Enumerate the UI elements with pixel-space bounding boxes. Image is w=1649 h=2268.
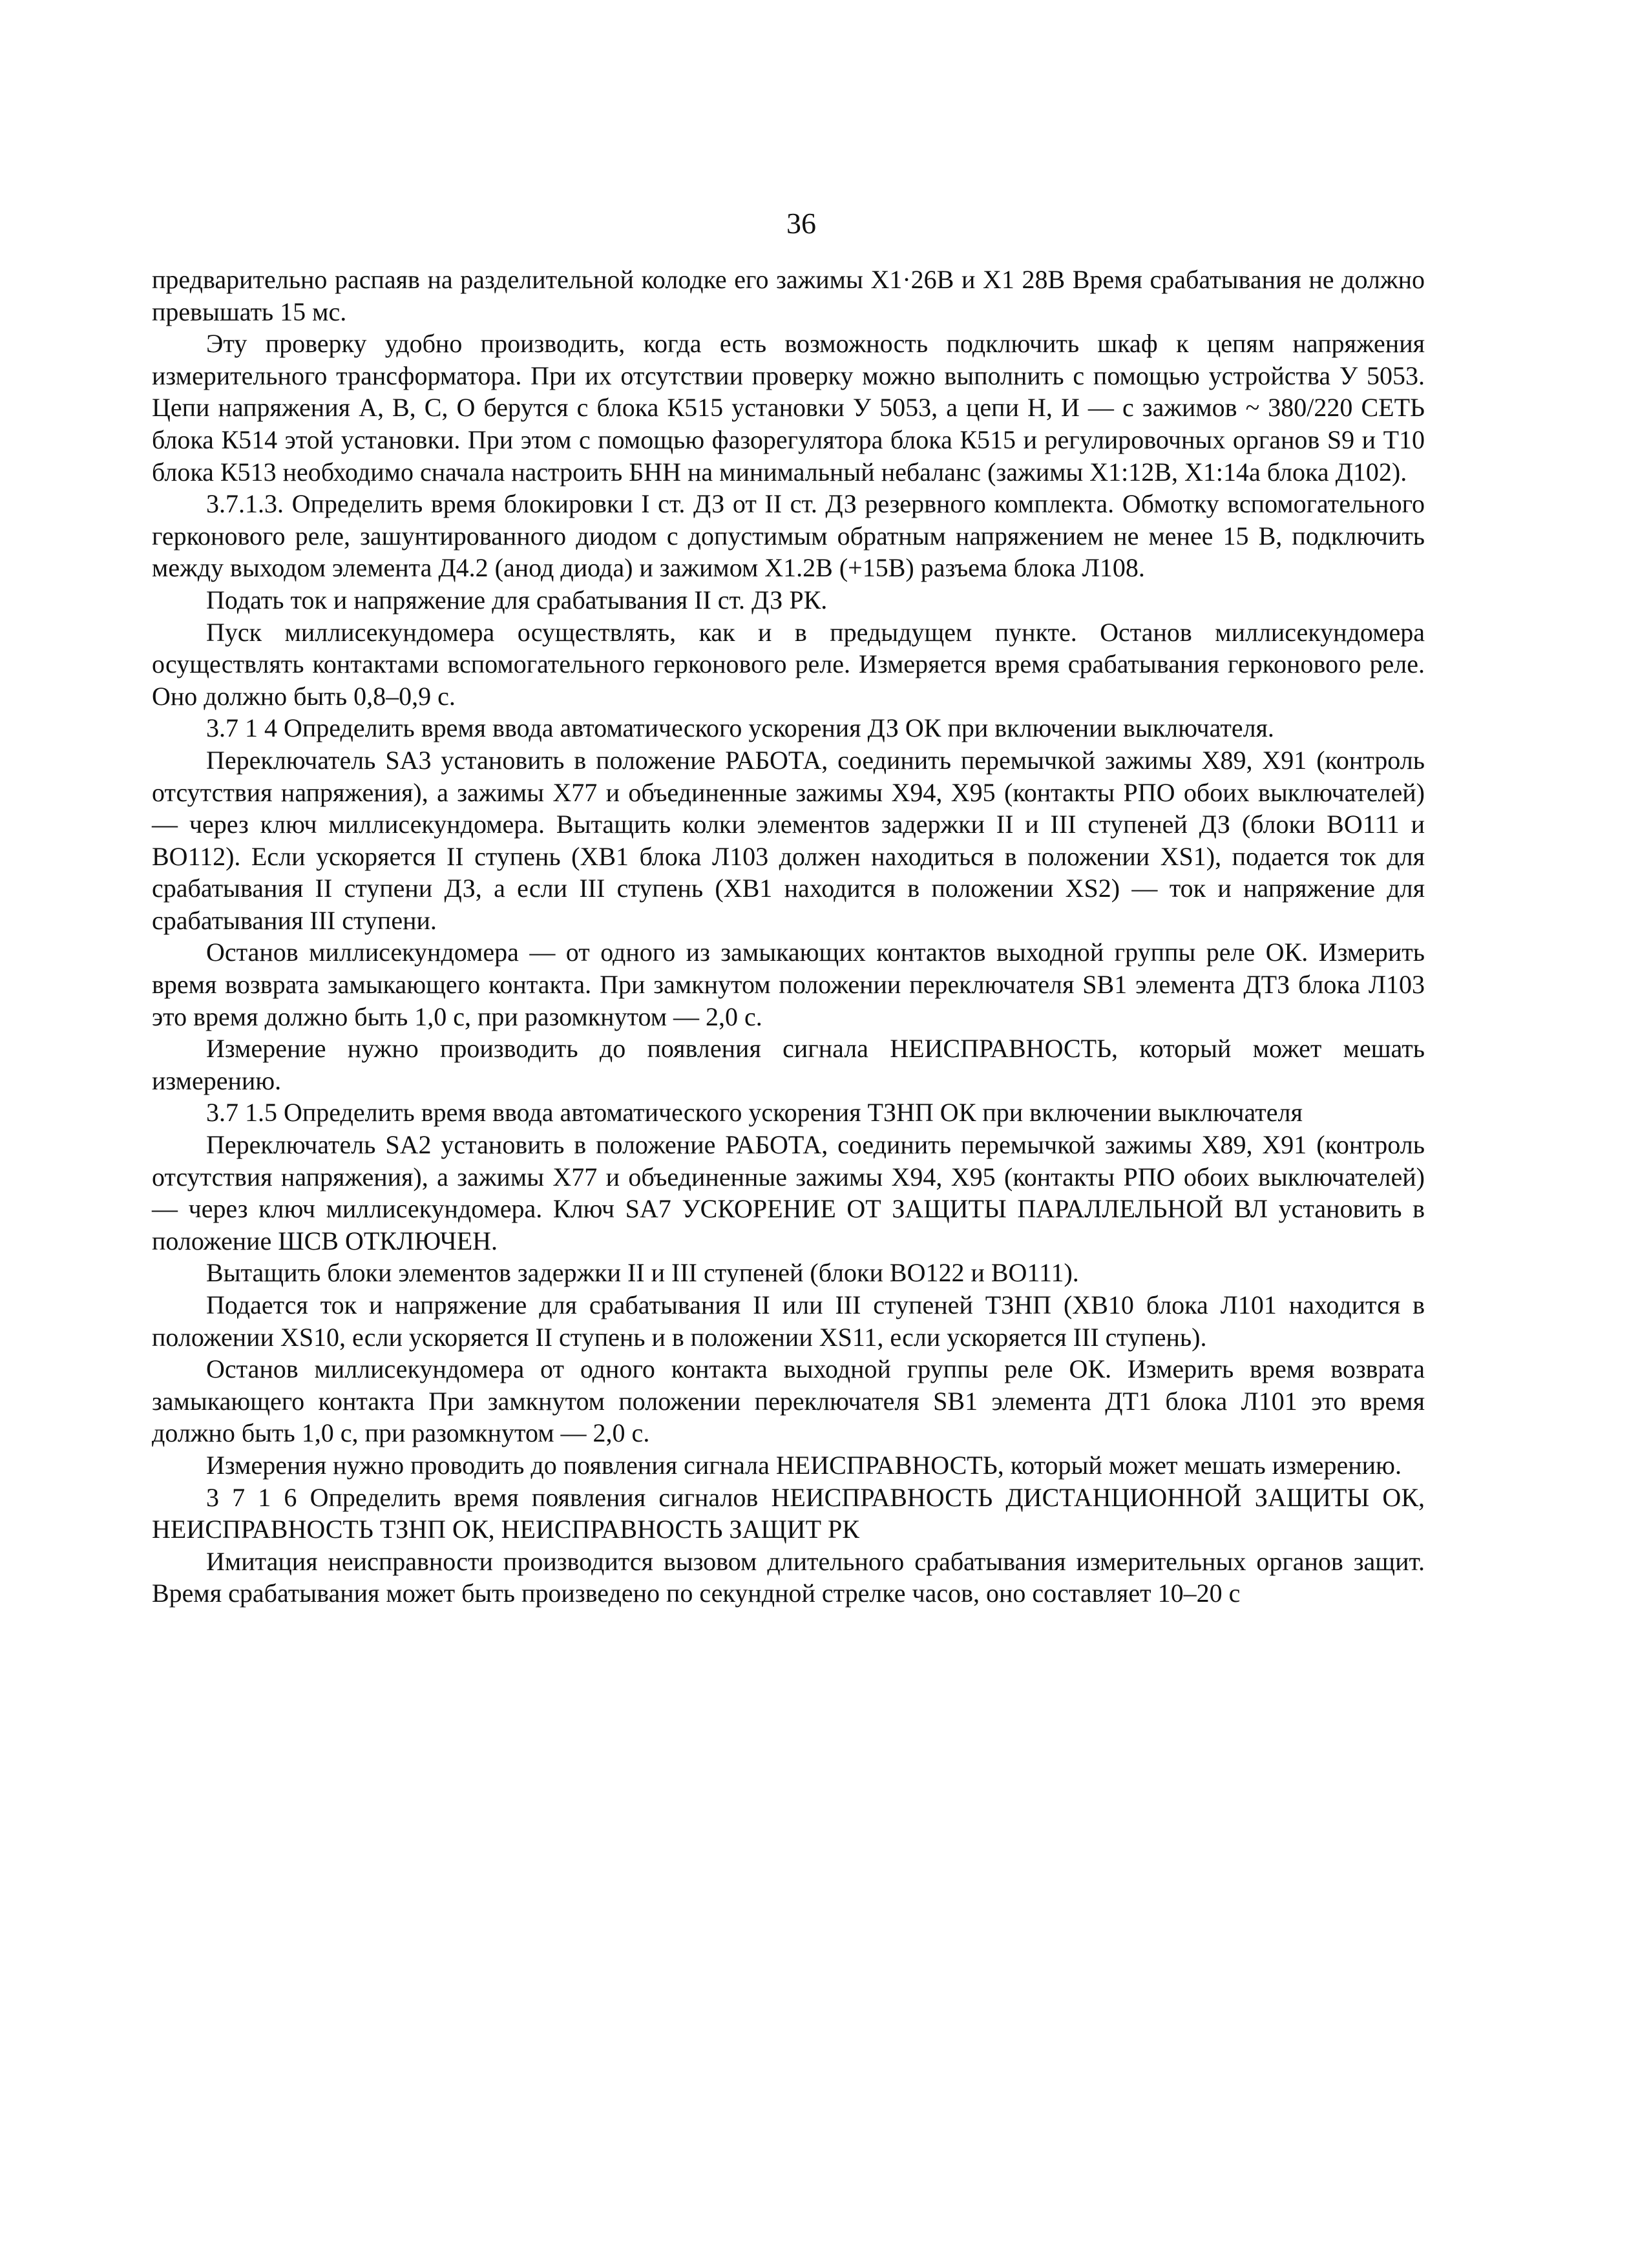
paragraph-remove-blocks: Вытащить блоки элементов задержки II и III ступеней (блоки ВО122 и ВО111). [206, 1258, 1079, 1288]
paragraph-start-timer: Пуск миллисекундомера осуществлять, как и в предыдущем пункте. Останов миллисекундомера осуществлять контактами вспомогательного герконового реле. Измеряется время срабатывания герконового реле. Оно должно быть 0,8–0,9 с. [152, 617, 1425, 711]
paragraph-fault-imitation: Имитация неисправности производится вызовом длительного срабатывания измерительных органов защит. Время срабатывания может быть произведено по секундной стрелке часов, оно составляет 10–20 с [152, 1546, 1425, 1608]
paragraph-apply-current: Подать ток и напряжение для срабатывания II ст. ДЗ РК. [206, 585, 828, 614]
paragraph-measurements-note: Измерения нужно проводить до появления сигнала НЕИСПРАВНОСТЬ, который может мешать измерению. [206, 1450, 1402, 1480]
paragraph-voltage-check: Эту проверку удобно производить, когда есть возможность подключить шкаф к цепям напряжения измерительного трансформатора. При их отсутствии проверку можно выполнить с помощью устройства У 5053. Цепи напряжения А, В, С, О берутся с блока К515 установки У 5053, а цепи Н, И — с зажимов ~ 380/220 СЕТЬ блока К514 этой установки. При этом с помощью фазорегулятора блока К515 и регулировочных органов S9 и Т10 блока К513 необходимо сначала настроить БНН на минимальный небаланс (зажимы X1:12В, X1:14а блока Д102). [152, 329, 1425, 487]
paragraph-section-3-7-1-5: 3.7 1.5 Определить время ввода автоматического ускорения ТЗНП ОК при включении выключателя [206, 1098, 1303, 1128]
paragraph-switch-sa2: Переключатель SA2 установить в положение РАБОТА, соединить перемычкой зажимы X89, X91 (контроль отсутствия напряжения), а зажимы X77 и объединенные зажимы X94, X95 (контакты РПО обоих выключателей) — через ключ миллисекундомера. Ключ SA7 УСКОРЕНИЕ ОТ ЗАЩИТЫ ПАРАЛЛЕЛЬНОЙ ВЛ установить в положение ШСВ ОТКЛЮЧЕН. [152, 1130, 1425, 1255]
page-number: 36 [786, 207, 816, 240]
paragraph-stop-timer-ok: Останов миллисекундомера — от одного из замыкающих контактов выходной группы реле ОК. Измерить время возврата замыкающего контакта. При замкнутом положении переключателя SB1 элемента ДТЗ блока Л103 это время должно быть 1,0 с, при разомкнутом — 2,0 с. [152, 938, 1425, 1031]
paragraph-section-3-7-1-6: 3 7 1 6 Определить время появления сигналов НЕИСПРАВНОСТЬ ДИСТАНЦИОННОЙ ЗАЩИТЫ ОК, НЕИСПРАВНОСТЬ ТЗНП ОК, НЕИСПРАВНОСТЬ ЗАЩИТ РК [152, 1482, 1425, 1544]
paragraph-measurement-note: Измерение нужно производить до появления сигнала НЕИСПРАВНОСТЬ, который может мешать измерению. [152, 1034, 1425, 1095]
paragraph-apply-tznp: Подается ток и напряжение для срабатывания II или III ступеней ТЗНП (ХВ10 блока Л101 находится в положении XS10, если ускоряется II ступень и в положении XS11, если ускоряется III ступень). [152, 1290, 1425, 1352]
body-text [152, 264, 1425, 1610]
paragraph-stop-timer-tznp: Останов миллисекундомера от одного контакта выходной группы реле ОК. Измерить время возврата замыкающего контакта При замкнутом положении переключателя SB1 элемента ДТ1 блока Л101 это время должно быть 1,0 с, при разомкнутом — 2,0 с. [152, 1354, 1425, 1448]
paragraph-section-3-7-1-3: 3.7.1.3. Определить время блокировки I ст. ДЗ от II ст. ДЗ резервного комплекта. Обмотку вспомогательного герконового реле, зашунтированного диодом с допустимым обратным напряжением не менее 15 В, подключить между выходом элемента Д4.2 (анод диода) и зажимом X1.2В (+15В) разъема блока Л108. [152, 489, 1425, 583]
paragraph-section-3-7-1-4: 3.7 1 4 Определить время ввода автоматического ускорения ДЗ ОК при включении выключателя. [206, 713, 1274, 743]
paragraph-switch-sa3: Переключатель SA3 установить в положение РАБОТА, соединить перемычкой зажимы X89, X91 (контроль отсутствия напряжения), а зажимы X77 и объединенные зажимы X94, X95 (контакты РПО обоих выключателей) — через ключ миллисекундомера. Вытащить колки элементов задержки II и III ступеней ДЗ (блоки ВО111 и ВО112). Если ускоряется II ступень (ХВ1 блока Л103 должен находиться в положении XS1), подается ток для срабатывания II ступени ДЗ, а если III ступень (ХВ1 находится в положении XS2) — ток и напряжение для срабатывания III ступени. [152, 745, 1425, 935]
paragraph-continuation: предварительно распаяв на разделительной колодке его зажимы X1·26В и X1 28В Время срабатывания не должно превышать 15 мс. [152, 265, 1425, 326]
